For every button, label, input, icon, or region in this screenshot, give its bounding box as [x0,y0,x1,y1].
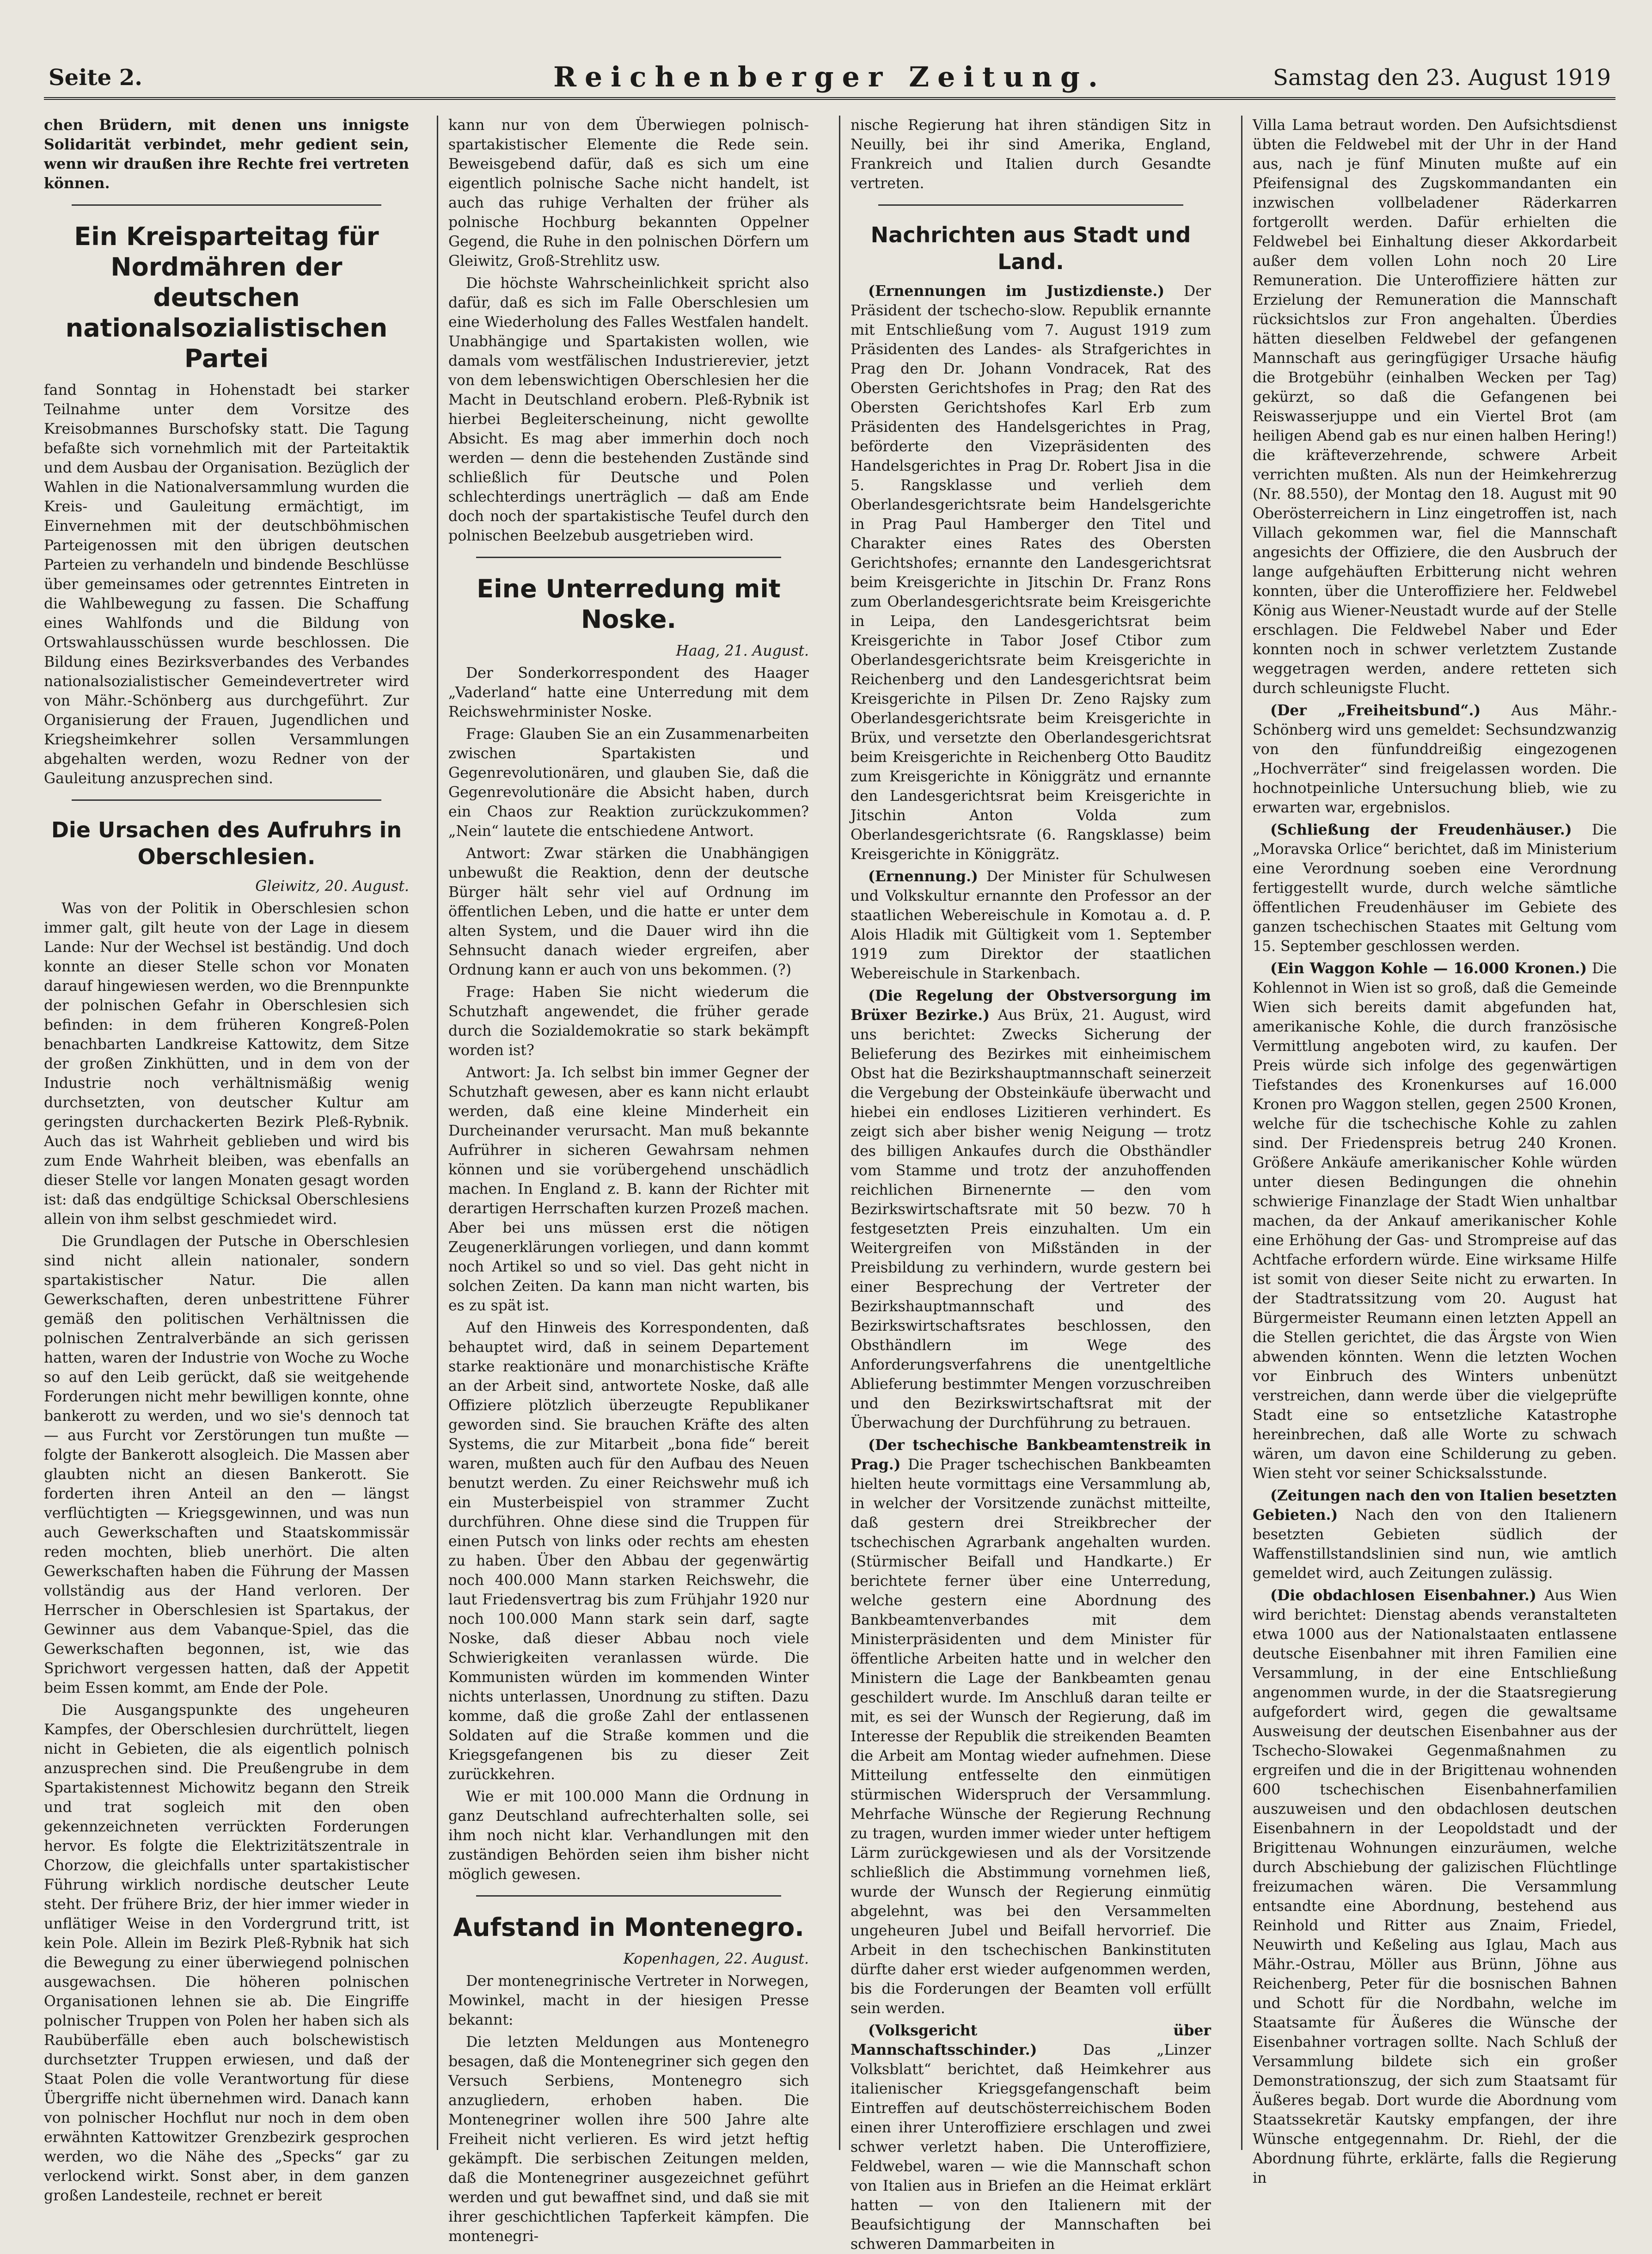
news-item-heading: (Ein Waggon Kohle — 16.000 Kronen.) [1270,960,1587,977]
divider [476,557,781,558]
article-paragraph: Der Sonderkorrespondent des Haager „Vaderland“ hatte eine Unterredung mit dem Reichswehrminister Noske. [448,665,809,720]
column-3 [839,116,1211,2253]
news-item-heading: (Die Regelung der Obstversorgung im Brüxer Bezirke.) [850,987,1211,1024]
news-item-text: Das „Linzer Volksblatt“ berichtet, daß Heimkehrer aus italienischer Kriegsgefangenschaft beim Eintreffen auf deutschösterreichischem Boden einen ihrer Unteroffiziere erschlagen und zwei schwer verletzt haben. Die Unteroffiziere, Feldwebel, waren — wie die Mannschaft schon von Italien aus in Briefen an die Heimat erklärt hatten — von den Italienern mit der Beaufsichtigung der Mannschaften bei schweren Dammarbeiten in [850,2042,1211,2253]
news-item [1253,1586,1617,2188]
divider [878,204,1183,206]
masthead [44,55,1615,100]
news-item-text: Die Prager tschechischen Bankbeamten hielten heute vormittags eine Versammlung ab, in welcher der Vorsitzende zunächst mitteilte, daß gestern drei Streikbrecher der tschechischen Agrarbank angehalten wurden. (Stürmischer Beifall und Handkarte.) Er berichtete ferner über eine Unterredung, welche gestern eine Abordnung des Bankbeamtenverbandes mit dem Ministerpräsidenten und dem Minister für öffentliche Arbeiten hatte und in welcher den Ministern die Lage der Bankbeamten genau geschildert wurde. Im Anschluß daran teilte er mit, es sei der Wunsch der Regierung, daß im Interesse der Republik die streikenden Beamten die Arbeit am Montag wieder aufnehmen. Diese Mitteilung entfesselte den einmütigen stürmischen Widerspruch der Versammlung. Mehrfache Wünsche der Regierung Rechnung zu tragen, wurden immer wieder unter heftigem Lärm zurückgewiesen und als der Vorsitzende schließlich die Abstimmung vornehmen ließ, wurde der Wunsch der Regierung einmütig abgelehnt, was bei den Versammelten ungeheuren Jubel und Beifall hervorrief. Die Arbeit in den tschechischen Bankinstituten dürfte daher erst wieder aufgenommen werden, bis die Forderungen der Beamten voll erfüllt sein werden. [850,1456,1211,2017]
article-title: Eine Unterredung mit Noske. [477,574,781,634]
news-item-text: Die „Moravska Orlice“ berichtet, daß im Ministerium eine Verordnung soeben eine Verordnung fertiggestellt wurde, durch welche sämtliche öffentlichen Freudenhäuser im Gebiete des ganzen tschechischen Staates mit Geltung vom 15. September geschlossen werden. [1253,822,1617,955]
article-paragraph: kann nur von dem Überwiegen polnisch-spartakistischer Elemente die Rede sein. Beweisgebend dafür, daß es sich um eine eigentlich polnische Sache nicht handelt, ist auch das ruhige Verhalten der früher als polnische Hochburg bekannten Oppelner Gegend, die Ruhe in den polnischen Dörfern um Gleiwitz, Groß-Strehlitz usw. [448,117,809,270]
news-item-heading: (Ernennung.) [868,868,978,885]
news-item-text: Die Kohlennot in Wien ist so groß, daß die Gemeinde Wien sich bereits damit abgefunden hat, amerikanische Kohle, die durch französische Vermittlung angeboten wird, zu kaufen. Der Preis würde sich infolge des gegenwärtigen Tiefstandes des Kronenkurses auf 16.000 Kronen pro Waggon stellen, gegen 2500 Kronen, welche für die tschechische Kohle zu zahlen sind. Der Friedenspreis betrug 240 Kronen. Größere Ankäufe amerikanischer Kohle würden unter diesen Bedingungen die ohnehin schwierige Finanzlage der Stadt Wien unhaltbar machen, da der Ankauf amerikanischer Kohle eine Erhöhung der Gas- und Strompreise auf das Achtfache erfordern würde. Eine wirksame Hilfe ist somit von dieser Seite nicht zu erwarten. In der Stadtratssitzung vom 20. August hat Bürgermeister Reumann einen letzten Appell an die Stellen gerichtet, die das Ärgste von Wien abwenden könnten. Wenn die letzten Wochen vor Einbruch des Winters unbenützt verstreichen, dann werde über die vielgeprüfte Stadt eine so entsetzliche Katastrophe hereinbrechen, daß alle Worte zu schwach wären, um davon eine Schilderung zu geben. Wien steht vor seiner Schicksalsstunde. [1253,960,1617,1482]
article-paragraph: Die höchste Wahrscheinlichkeit spricht also dafür, daß es sich im Falle Oberschlesien um eine Wiederholung des Falles Westfalen handelt. Unabhängige und Spartakisten wollen, wie damals vom westfälischen Industrierevier, jetzt von dem lebenswichtigen Oberschlesien her die Macht in Deutschland erobern. Pleß-Rybnik ist hierbei Begleiterscheinung, nicht gewollte Absicht. Es mag aber immerhin doch noch werden — denn die bestehenden Zustände sind schließlich für Deutsche und Polen schlechterdings unerträglich — daß am Ende doch noch der spartakistische Teufel durch den polnischen Beelzebub ausgetrieben wird. [448,275,809,544]
news-item [1253,701,1617,817]
article-paragraph: fand Sonntag in Hohenstadt bei starker Teilnahme unter dem Vorsitze des Kreisobmannes Burschofsky statt. Die Tagung befaßte sich vornehmlich mit der Parteitaktik und dem Ausbau der Organisation. Bezüglich der Wahlen in die Nationalversammlung wurden die Kreis- und Gauleitung ermächtigt, im Einvernehmen mit der deutschböhmischen Parteigenossen mit den übrigen deutschen Parteien zu verhandeln und bindende Beschlüsse über gemeinsames oder getrenntes Eintreten in die Wahlbewegung zu fassen. Die Schaffung eines Wahlfonds und die Bildung von Ortswahlausschüssen wurde beschlossen. Die Bildung eines Bezirksverbandes des Verbandes nationalsozialistischer Gemeindevertreter wird von Mähr.-Schönberg aus durchgeführt. Zur Organisierung der Frauen, Jugendlichen und Kriegsheimkehrer sollen Versammlungen abgehalten werden, wozu Redner von der Gauleitung anzusprechen sind. [44,382,409,787]
news-item-heading: (Der „Freiheitsbund“.) [1270,702,1481,719]
article-paragraph: Der montenegrinische Vertreter in Norwegen, Mowinkel, macht in der hiesigen Presse bekannt: [448,1973,809,2028]
section-title: Nachrichten aus Stadt und Land. [870,222,1191,274]
news-item-heading: (Volksgericht über Mannschaftsschinder.) [850,2022,1211,2058]
news-item [1253,959,1617,1483]
issue-date: Samstag den 23. August 1919 [1273,65,1611,91]
article-paragraph: nische Regierung hat ihren ständigen Sitz in Neuilly, bei ihr sind Amerika, England, Frankreich und Italien durch Gesandte vertreten. [850,117,1211,192]
news-item-text: Aus Mähr.-Schönberg wird uns gemeldet: Sechsundzwanzig von den fünfunddreißig eingezogenen „Hochverräter“ sind freigelassen worden. Die hochnotpeinliche Untersuchung blieb, wie zu erwarten war, ergebnislos. [1253,702,1617,816]
article-title: Ein Kreisparteitag für Nordmähren der deutschen nationalsozialistischen Partei [65,222,388,373]
news-item-text: Der Präsident der tschecho-slow. Republik ernannte mit Entschließung vom 7. August 1919 zum Präsidenten des Landes- als Strafgerichtes in Prag den Dr. Johann Vondracek, Rat des Obersten Gerichtshofes in Prag; den Rat des Obersten Gerichtshofes Karl Erb zum Präsidenten des Handelsgerichtes in Prag, beförderte den Vizepräsidenten des Handelsgerichtes in Prag Dr. Robert Jisa in die 5. Rangsklasse und verlieh dem Oberlandesgerichtsrate beim Handelsgerichte in Prag Paul Hamberger den Titel und Charakter eines Rates des Obersten Gerichtshofes; ernannte den Landesgerichtsrat beim Kreisgerichte in Jitschin Dr. Franz Rons zum Oberlandesgerichtsrate beim Kreisgerichte in Leipa, den Landesgerichtsrat beim Kreisgerichte in Tabor Josef Ctibor zum Oberlandesgerichtsrate beim Kreisgerichte in Reichenberg und den Landesgerichtsrat beim Kreisgerichte in Pilsen Dr. Zeno Rajsky zum Oberlandesgerichtsrate beim Kreisgerichte in Brüx, und versetzte den Oberlandesgerichtsrat beim Kreisgerichte in Reichenberg Otto Bauditz zum Kreisgerichte in Königgrätz und ernannte den Landesgerichtsrat beim Kreisgerichte in Jitschin Anton Volda zum Oberlandesgerichtsrate (6. Rangsklasse) beim Kreisgerichte in Königgrätz. [850,283,1211,863]
article-paragraph: Frage: Haben Sie nicht wiederum die Schutzhaft angewendet, die früher gerade durch die Sozialdemokratie so stark bekämpft worden ist? [448,984,809,1059]
news-item-heading: (Zeitungen nach den von Italien besetzten Gebieten.) [1253,1487,1617,1523]
column-1 [44,116,409,2204]
news-item-heading: (Ernennungen im Justizdienste.) [868,283,1165,300]
news-item [850,2021,1211,2254]
article-title: Aufstand in Montenegro. [453,1913,804,1942]
article-continuation: chen Brüdern, mit denen uns innigste Solidarität verbindet, mehr gedient sein, wenn wir draußen ihre Rechte frei vertreten können. [44,117,409,192]
news-item [850,867,1211,983]
news-item-text: Aus Brüx, 21. August, wird uns berichtet: Zwecks Sicherung der Belieferung des Bezirkes mit einheimischem Obst hat die Bezirkshauptmannschaft seinerzeit die Vergebung der Obsteinkäufe überwacht und hiebei ein endloses Lizitieren verhindert. Es zeigt sich aber bisher wenig Neigung — trotz des billigen Ankaufes durch die Obsthändler vom Stamme und trotz der anzuhoffenden reichlichen Birnenernte — den vom Bezirkswirtschaftsrate mit 50 bezw. 70 h festgesetzten Preis einzuhalten. Um ein Weitergreifen von Mißständen in der Preisbildung zu verhindern, wurde gestern bei einer Besprechung der Vertreter der Bezirkshauptmannschaft und des Bezirkswirtschaftsrates beschlossen, den Obsthändlern im Wege des Anforderungsverfahrens die unentgeltliche Ablieferung bestimmter Mengen vorzuschreiben und den Bezirkswirtschaftsrat mit der Überwachung der Durchführung zu betrauen. [850,1007,1211,1431]
article-paragraph: Frage: Glauben Sie an ein Zusammenarbeiten zwischen Spartakisten und Gegenrevolutionären, und glauben Sie, daß die Gegenrevolutionäre die Absicht haben, durch ein Chaos zur Reaktion zurückzukommen? „Nein“ lautete die entschiedene Antwort. [448,726,809,840]
article-paragraph: Auf den Hinweis des Korrespondenten, daß behauptet wird, daß in seinem Departement starke reaktionäre und monarchistische Kräfte an der Arbeit sind, antwortete Noske, daß alle Offiziere plötzlich überzeugte Republikaner geworden sind. Sie brauchen Kräfte des alten Systems, die zur Mitarbeit „bona fide“ bereit waren, mußten auch für den Aufbau des Neuen benutzt werden. Zu einer Reichswehr muß ich ein Musterbeispiel von strammer Zucht durchführen. Ohne diese sind die Truppen für einen Putsch von links oder rechts am ehesten zu haben. Über den Abbau der gegenwärtig noch 400.000 Mann starken Reichswehr, die laut Friedensvertrag bis zum Frühjahr 1920 nur noch 100.000 Mann stark sein darf, sagte Noske, daß dieser Abbau noch viele Schwierigkeiten veranlassen würde. Die Kommunisten würden im kommenden Winter nichts unterlassen, Unordnung zu stiften. Dazu komme, daß die große Zahl der entlassenen Soldaten auf die Straße kommen und die Kriegsgefangenen bis zu dieser Zeit zurückkehren. [448,1320,809,1783]
column-2 [437,116,809,2245]
article-paragraph: Die Grundlagen der Putsche in Oberschlesien sind nicht allein nationaler, sondern spartakistischer Natur. Die allen Gewerkschaften, deren unbestrittene Führer gemäß den politischen Verhältnissen die polnischen Zentralverbände an sich gerissen hatten, waren der Industrie von Woche zu Woche so auf den Leib gerückt, daß sie weitgehende Forderungen nicht mehr bewilligen konnte, ohne bankerott zu werden, und wo sie's dennoch tat — aus Furcht vor Zerstörungen tun mußte — folgte der Bankerott alsogleich. Die Massen aber glaubten nicht an diesen Bankerott. Sie forderten ihren Anteil an den — längst verflüchtigten — Kriegsgewinnen, und was nun auch Gewerkschaften und Staatskommissär reden mochten, blieb unerhört. Die alten Gewerkschaften haben die Führung der Massen vollständig aus der Hand verloren. Der Herrscher in Oberschlesien ist Spartakus, der Gewinner aus dem Vabanque-Spiel, das die Gewerkschaften begonnen, ist, wie das Sprichwort vergessen hatten, daß der Appetit beim Essen kommt, am Ende der Pole. [44,1233,409,1696]
news-item [1253,1486,1617,1583]
divider [72,799,381,801]
news-item-text: Aus Wien wird berichtet: Dienstag abends veranstalteten etwa 1000 aus der Nationalstaaten entlassene deutsche Eisenbahner mit ihren Familien eine Versammlung, in der eine Entschließung angenommen wurde, in der die Staatsregierung aufgefordert wird, gegen die gewaltsame Ausweisung der deutschen Eisenbahner aus der Tschecho-Slowakei Gegenmaßnahmen zu ergreifen und die in der Brigittenau wohnenden 600 tschechischen Eisenbahnerfamilien auszuweisen und den obdachlosen deutschen Eisenbahnern in der Leopoldstadt und der Brigittenau Wohnungen einzuräumen, welche durch Abschiebung der galizischen Flüchtlinge freizumachen wären. Die Versammlung entsandte eine Abordnung, bestehend aus Reinhold und Ritter aus Znaim, Friedel, Neuwirth und Keßeling aus Iglau, Mach aus Mähr.-Ostrau, Möller aus Brünn, Jöhne aus Reichenberg, Peter für die bosnischen Bahnen und Schott für die Nordbahn, welche im Staatsamte für Äußeres die Wünsche der Eisenbahner vortragen sollte. Nach Schluß der Versammlung bildete sich ein großer Demonstrationszug, der sich zum Staatsamt für Äußeres begab. Dort wurde die Abordnung vom Staatssekretär Kautsky empfangen, der ihre Wünsche entgegennahm. Dr. Riehl, der die Abordnung führte, erklärte, falls die Regierung in [1253,1587,1617,2186]
newspaper-page [44,55,1617,2253]
dateline: Haag, 21. August. [676,643,809,659]
article-paragraph: Antwort: Ja. Ich selbst bin immer Gegner der Schutzhaft gewesen, aber es kann nicht erlaubt werden, daß eine kleine Minderheit ein Durcheinander verursacht. Man muß bekannte Aufrührer in sicheren Gewahrsam nehmen können und sie vorübergehend unschädlich machen. In England z. B. kann der Richter mit derartigen Herrschaften kurzen Prozeß machen. Aber bei uns müssen erst die nötigen Zeugenerklärungen vorliegen, und dann kommt noch Artikel so und so viel. Das geht nicht in solchen Zeiten. Da kann man nicht warten, bis es zu spät ist. [448,1064,809,1314]
news-item [850,282,1211,864]
newspaper-title: Reichenberger Zeitung. [553,61,1106,93]
news-item-text: Der Minister für Schulwesen und Volkskultur ernannte den Professor an der staatlichen Webereischule in Komotau a. d. P. Alois Hladik mit Gültigkeit vom 1. September 1919 zum Direktor der staatlichen Webereischule in Starkenbach. [850,868,1211,982]
column-4 [1241,116,1617,2186]
news-item [1253,820,1617,956]
article-paragraph: Wie er mit 100.000 Mann die Ordnung in ganz Deutschland aufrechterhalten solle, sei ihm noch nicht klar. Verhandlungen mit den zuständigen Behörden seien ihm bisher nicht möglich gewesen. [448,1788,809,1883]
news-item-heading: (Schließung der Freudenhäuser.) [1270,821,1572,838]
dateline: Kopenhagen, 22. August. [623,1951,809,1967]
news-item [850,1436,1211,2018]
article-paragraph: Die letzten Meldungen aus Montenegro besagen, daß die Montenegriner sich gegen den Versuch Serbiens, Montenegro sich anzugliedern, erhoben haben. Die Montenegriner wollen ihre 500 Jahre alte Freiheit nicht verlieren. Es wird jetzt heftig gekämpft. Die serbischen Zeitungen melden, daß die Montenegriner ausgezeichnet geführt werden und gut bewaffnet sind, und daß sie mit ihrer geschichtlichen Tapferkeit kämpfen. Die montenegri- [448,2034,809,2245]
news-item-heading: (Die obdachlosen Eisenbahner.) [1270,1587,1536,1604]
news-item [850,986,1211,1433]
article-paragraph: Die Ausgangspunkte des ungeheuren Kampfes, der Oberschlesien durchrüttelt, liegen nicht in Gebieten, die als eigentlich polnisch anzusprechen sind. Die Preußengrube in dem Spartakistennest Michowitz begann den Streik und trat sogleich mit den oben gekennzeichneten verrückten Forderungen hervor. Es folgte die Elektrizitätszentrale in Chorzow, die gleichfalls unter spartakistischer Führung wirklich nordische deutscher Leute steht. Der frühere Briz, der hier immer wieder in unflätiger Weise in den Vordergrund tritt, ist kein Pole. Allein im Bezirk Pleß-Rybnik hat sich die Bewegung zu einer überwiegend polnischen ausgewachsen. Die höheren polnischen Organisationen lehnen sie ab. Die Eingriffe polnischer Truppen von Polen her haben sich als Raubüberfälle eben auch bolschewistisch durchsetzter Truppen erwiesen, und daß der Staat Polen die volle Verantwortung für diese Übergriffe nicht übernehmen wird. Danach kann von polnischer Hochflut nur noch in dem oben erwähnten Kattowitzer Grenzbezirk gesprochen werden, wo die Nähe des „Specks“ gar zu verlockend wirkt. Sonst aber, in dem ganzen großen Landesteile, rechnet er bereit [44,1702,409,2204]
article-title: Die Ursachen des Aufruhrs in Oberschlesien. [51,817,402,869]
divider [476,1895,781,1897]
article-paragraph: Was von der Politik in Oberschlesien schon immer galt, gilt heute von der Lage in diesem Lande: Nur der Wechsel ist beständig. Und doch konnte an dieser Stelle schon vor Monaten darauf hingewiesen werden, wo die Brennpunkte der polnischen Gefahr in Oberschlesien sich befinden: in dem früheren Kongreß-Polen benachbarten Landkreise Kattowitz, dem Sitze der großen Zinkhütten, und in dem von der Industrie noch verhältnismäßig wenig durchsetzten, von deutscher Kultur am geringsten durchackerten Bezirk Pleß-Rybnik. Auch das ist Wahrheit geblieben und wird bis zum Ende Wahrheit bleiben, was ebenfalls an dieser Stelle vor langen Monaten gesagt worden ist: daß das endgültige Schicksal Oberschlesiens allein von ihm selbst geschmiedet wird. [44,900,409,1228]
news-item-heading: (Der tschechische Bankbeamtenstreik in Prag.) [850,1437,1211,1473]
article-paragraph: Antwort: Zwar stärken die Unabhängigen unbewußt die Reaktion, denn der deutsche Bürger hält sehr viel auf Ordnung im öffentlichen Leben, und die hatte er unter dem alten System, und die Dauer wird ihn die Sehnsucht danach wieder ergreifen, aber Ordnung kann er auch von uns bekommen. (?) [448,845,809,978]
news-item-text: Nach den von den Italienern besetzten Gebieten südlich der Waffenstillstandslinien sind nun, wie amtlich gemeldet wird, auch Zeitungen zulässig. [1253,1507,1617,1582]
article-paragraph: Villa Lama betraut worden. Den Aufsichtsdienst übten die Feldwebel mit der Uhr in der Hand aus, nach je fünf Minuten mußte auf ein Pfeifensignal des Zugskommandanten ein inzwischen vollbeladener Räderkarren fortgerollt werden. Dafür erhielten die Feldwebel bei Einhaltung dieser Akkordarbeit außer dem vollen Lohn noch 20 Lire Remuneration. Die Unteroffiziere hätten zur Erzielung der Remuneration die Mannschaft rücksichtslos zur Fron angehalten. Überdies hätten dieselben Feldwebel der gefangenen Mannschaft aus geringfügiger Ursache häufig die Brotgebühr (einhalben Wecken per Tag) gekürzt, so daß die Gefangenen bei Reiswasserjuppe und ein Viertel Brot (am heiligen Abend gab es nur einen halben Hering!) die kräfteverzehrende, schwere Arbeit verrichten mußten. Als nun der Heimkehrerzug (Nr. 88.550), der Montag den 18. August mit 90 Oberösterreichern in Linz eingetroffen ist, nach Villach gekommen war, fiel die Mannschaft angesichts der Offiziere, die den Ausbruch der lange aufgehäuften Erbitterung nicht wehren konnten, über die Unteroffiziere her. Feldwebel König aus Wiener-Neustadt wurde auf der Stelle erschlagen. Die Feldwebel Naber und Eder konnten noch in schwer verletztem Zustande weggetragen werden, andere retteten sich durch schleunigste Flucht. [1253,117,1617,697]
page-number: Seite 2. [49,65,142,91]
divider [72,204,381,206]
dateline: Gleiwitz, 20. August. [255,878,409,895]
